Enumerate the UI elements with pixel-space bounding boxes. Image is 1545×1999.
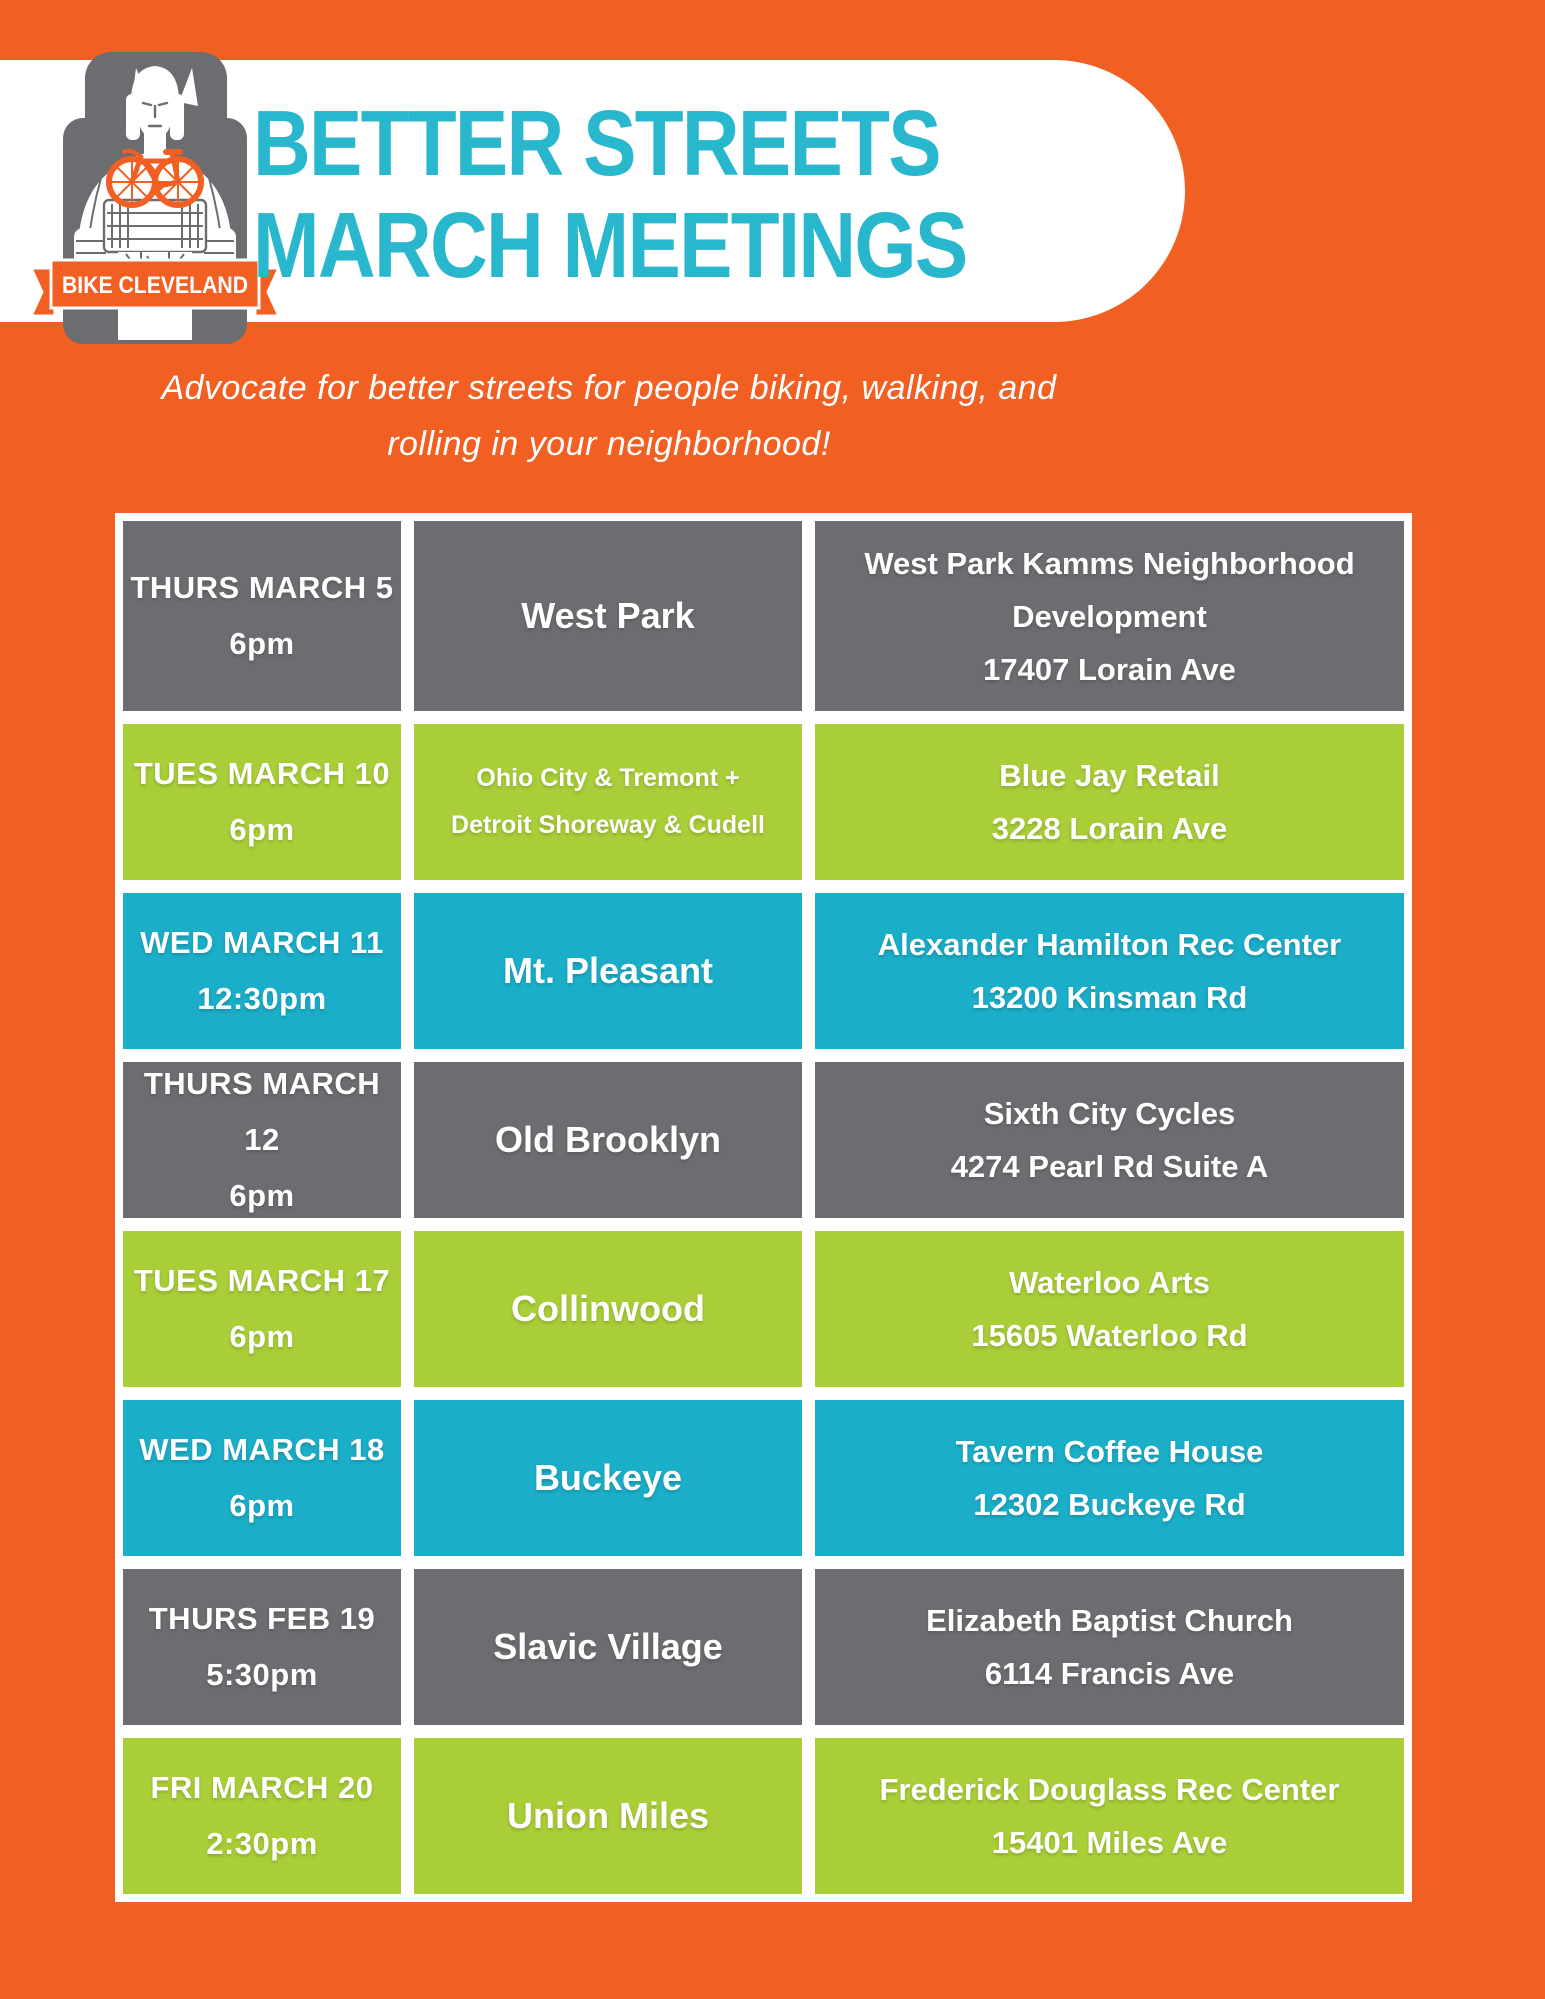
title-line-1: BETTER STREETS xyxy=(253,91,940,195)
meeting-row-2-date-cell-line: 6pm xyxy=(229,812,295,847)
meeting-row-1-date-cell-line: 6pm xyxy=(229,626,295,661)
title-line-2: MARCH MEETINGS xyxy=(253,193,967,297)
meeting-row-8-location-cell xyxy=(815,1738,1404,1894)
meeting-row-7-date-cell xyxy=(123,1569,401,1725)
meeting-row-8-neighborhood-cell xyxy=(414,1738,802,1894)
meeting-row-5-neighborhood-cell-line: Collinwood xyxy=(511,1288,705,1329)
meetings-table xyxy=(115,513,1412,1902)
meeting-row-1-location-cell xyxy=(815,521,1404,711)
meeting-row-4-date-cell-line: 6pm xyxy=(229,1178,295,1213)
banner-ribbon xyxy=(31,260,279,316)
meeting-row-2-neighborhood-cell-line: Ohio City & Tremont + xyxy=(476,764,740,792)
meeting-row-6-date-cell-line: WED MARCH 18 xyxy=(139,1432,385,1467)
meeting-row-2-location-cell xyxy=(815,724,1404,880)
meeting-row-3-location-cell-line: 13200 Kinsman Rd xyxy=(971,980,1248,1015)
meeting-row-5-date-cell-line: TUES MARCH 17 xyxy=(133,1263,391,1298)
subtitle xyxy=(0,360,1218,472)
meeting-row-5-date-cell xyxy=(123,1231,401,1387)
meeting-row-4-location-cell-line: Sixth City Cycles xyxy=(983,1096,1236,1131)
meeting-row-7-date-cell-line: 5:30pm xyxy=(206,1657,318,1692)
bike-cleveland-logo xyxy=(10,30,290,360)
meeting-row-1-location-cell-line: 17407 Lorain Ave xyxy=(983,651,1236,687)
meeting-row-2-neighborhood-cell xyxy=(414,724,802,880)
meeting-row-6-location-cell-line: Tavern Coffee House xyxy=(955,1434,1264,1469)
meeting-row-7-location-cell xyxy=(815,1569,1404,1725)
meeting-row-1-date-cell xyxy=(123,521,401,711)
meeting-row-4-neighborhood-cell xyxy=(414,1062,802,1218)
meeting-row-6-date-cell xyxy=(123,1400,401,1556)
meeting-row-5-location-cell-line: 15605 Waterloo Rd xyxy=(971,1318,1248,1353)
meeting-row-7-neighborhood-cell-line: Slavic Village xyxy=(493,1626,723,1667)
banner-text: BIKE CLEVELAND xyxy=(62,272,248,299)
meeting-row-8-neighborhood-cell-line: Union Miles xyxy=(506,1795,709,1836)
meeting-row-7-location-cell-line: Elizabeth Baptist Church xyxy=(926,1603,1293,1638)
meeting-row-3-date-cell xyxy=(123,893,401,1049)
meeting-row-2-date-cell xyxy=(123,724,401,880)
page-title xyxy=(253,92,967,296)
meeting-row-3-neighborhood-cell xyxy=(414,893,802,1049)
meeting-row-7-neighborhood-cell xyxy=(414,1569,802,1725)
meeting-row-1-location-cell-line: West Park Kamms Neighborhood xyxy=(864,545,1355,581)
subtitle-line-2: rolling in your neighborhood! xyxy=(387,425,831,463)
meeting-row-2-location-cell-line: Blue Jay Retail xyxy=(999,758,1220,793)
meeting-row-5-location-cell xyxy=(815,1231,1404,1387)
meeting-row-2-location-cell-line: 3228 Lorain Ave xyxy=(991,811,1228,846)
meeting-row-3-date-cell-line: 12:30pm xyxy=(197,981,327,1016)
meeting-row-2-neighborhood-cell-line: Detroit Shoreway & Cudell xyxy=(451,811,765,839)
meeting-row-5-neighborhood-cell xyxy=(414,1231,802,1387)
meeting-row-4-location-cell-line: 4274 Pearl Rd Suite A xyxy=(950,1149,1269,1184)
meeting-row-3-location-cell-line: Alexander Hamilton Rec Center xyxy=(877,927,1342,962)
meeting-row-6-date-cell-line: 6pm xyxy=(229,1488,295,1523)
meeting-row-6-location-cell xyxy=(815,1400,1404,1556)
meeting-row-5-location-cell-line: Waterloo Arts xyxy=(1009,1265,1210,1300)
meeting-row-3-neighborhood-cell-line: Mt. Pleasant xyxy=(502,950,714,991)
meeting-row-3-location-cell xyxy=(815,893,1404,1049)
meeting-row-8-date-cell-line: FRI MARCH 20 xyxy=(150,1770,374,1805)
meeting-row-4-neighborhood-cell-line: Old Brooklyn xyxy=(494,1119,722,1160)
meeting-row-1-location-cell-line: Development xyxy=(1012,598,1207,634)
meeting-row-1-neighborhood-cell-line: West Park xyxy=(521,595,695,636)
meeting-row-8-location-cell-line: Frederick Douglass Rec Center xyxy=(879,1772,1340,1807)
meeting-row-8-date-cell-line: 2:30pm xyxy=(206,1826,318,1861)
meeting-row-2-date-cell-line: TUES MARCH 10 xyxy=(133,756,391,791)
meeting-row-4-date-cell-line: THURS MARCH 12 xyxy=(143,1066,381,1157)
meeting-row-8-location-cell-line: 15401 Miles Ave xyxy=(991,1825,1228,1860)
meeting-row-7-location-cell-line: 6114 Francis Ave xyxy=(984,1656,1235,1691)
meeting-row-5-date-cell-line: 6pm xyxy=(229,1319,295,1354)
meeting-row-1-date-cell-line: THURS MARCH 5 xyxy=(130,570,394,605)
meeting-row-3-date-cell-line: WED MARCH 11 xyxy=(140,925,384,960)
meeting-row-6-neighborhood-cell xyxy=(414,1400,802,1556)
subtitle-line-1: Advocate for better streets for people biking, walking, and xyxy=(161,369,1057,407)
meeting-row-6-location-cell-line: 12302 Buckeye Rd xyxy=(973,1487,1246,1522)
meeting-row-6-neighborhood-cell-line: Buckeye xyxy=(533,1457,683,1498)
meeting-row-7-date-cell-line: THURS FEB 19 xyxy=(148,1601,376,1636)
meeting-row-4-location-cell xyxy=(815,1062,1404,1218)
meeting-row-8-date-cell xyxy=(123,1738,401,1894)
meeting-row-4-date-cell xyxy=(123,1062,401,1218)
meeting-row-1-neighborhood-cell xyxy=(414,521,802,711)
